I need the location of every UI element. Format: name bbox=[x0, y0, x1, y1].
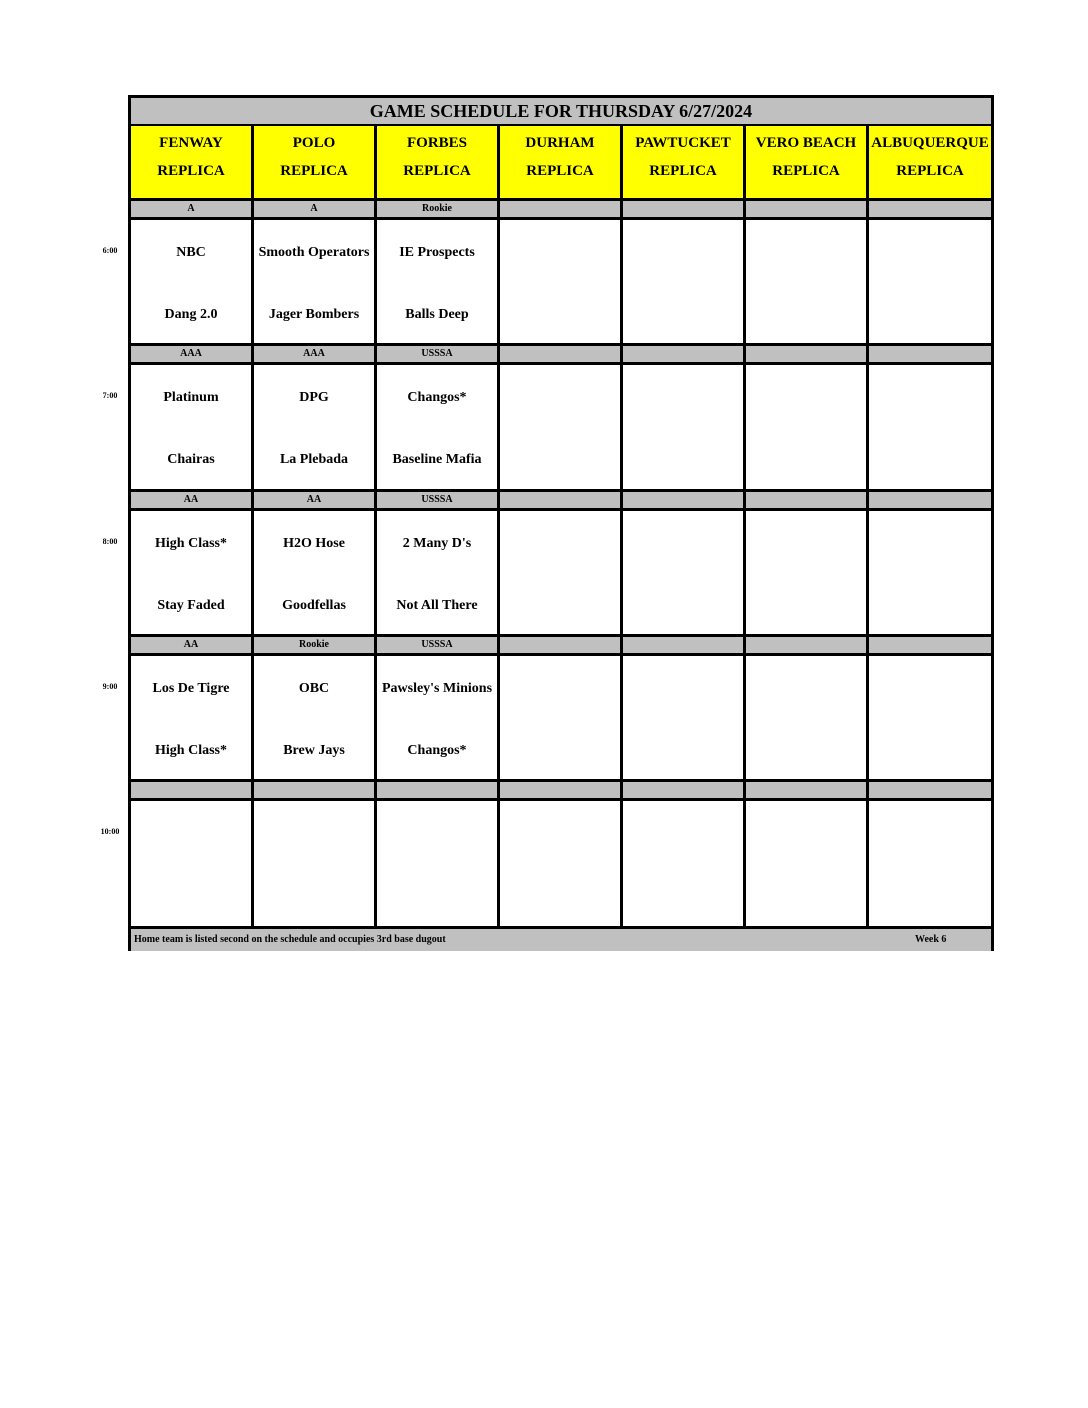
home-team bbox=[869, 595, 991, 617]
division-label bbox=[746, 201, 869, 217]
away-team bbox=[869, 525, 991, 561]
home-team bbox=[869, 304, 991, 326]
home-team bbox=[869, 740, 991, 762]
division-label: AAA bbox=[254, 346, 377, 362]
schedule-sheet bbox=[128, 95, 994, 951]
game-cell bbox=[623, 511, 746, 636]
away-team bbox=[623, 379, 743, 415]
field-name: FENWAY bbox=[159, 135, 223, 151]
division-label bbox=[500, 492, 623, 508]
game-row bbox=[131, 220, 991, 345]
division-label: A bbox=[131, 201, 254, 217]
game-cell bbox=[131, 656, 254, 781]
home-team: High Class* bbox=[155, 743, 227, 758]
game-cell bbox=[131, 220, 254, 345]
game-cell bbox=[377, 511, 500, 636]
field-header bbox=[500, 126, 623, 198]
game-cell bbox=[377, 801, 500, 926]
division-label bbox=[746, 346, 869, 362]
home-team bbox=[746, 595, 866, 617]
home-team bbox=[623, 885, 743, 907]
game-cell bbox=[131, 801, 254, 926]
home-team bbox=[869, 449, 991, 471]
home-team: Stay Faded bbox=[157, 598, 225, 613]
field-subtitle: REPLICA bbox=[403, 163, 471, 179]
division-band bbox=[131, 779, 991, 801]
game-cell bbox=[500, 511, 623, 636]
division-label bbox=[131, 782, 254, 798]
division-label: AA bbox=[131, 492, 254, 508]
game-cell bbox=[623, 365, 746, 490]
time-label: 8:00 bbox=[102, 537, 118, 546]
game-cell bbox=[869, 656, 991, 781]
division-label: USSSA bbox=[377, 346, 500, 362]
away-team bbox=[131, 815, 251, 851]
home-team: Not All There bbox=[396, 598, 478, 613]
away-team: H2O Hose bbox=[283, 535, 345, 551]
game-row bbox=[131, 511, 991, 636]
away-team bbox=[254, 815, 374, 851]
away-team: Changos* bbox=[407, 389, 467, 405]
field-subtitle: REPLICA bbox=[526, 163, 594, 179]
time-label: 9:00 bbox=[102, 682, 118, 691]
division-label bbox=[500, 346, 623, 362]
away-team: High Class* bbox=[155, 535, 227, 551]
game-cell bbox=[377, 656, 500, 781]
division-label: USSSA bbox=[377, 637, 500, 653]
field-header bbox=[746, 126, 869, 198]
week-label: Week 6 bbox=[915, 934, 947, 945]
schedule-title: GAME SCHEDULE FOR THURSDAY 6/27/2024 bbox=[131, 98, 991, 126]
game-cell bbox=[131, 365, 254, 490]
home-team bbox=[746, 885, 866, 907]
away-team: OBC bbox=[298, 680, 330, 696]
home-team bbox=[623, 449, 743, 471]
time-label: 10:00 bbox=[100, 827, 120, 836]
game-cell bbox=[746, 365, 869, 490]
field-name: ALBUQUERQUE bbox=[871, 135, 989, 151]
division-label bbox=[623, 782, 746, 798]
field-subtitle: REPLICA bbox=[772, 163, 840, 179]
home-team bbox=[623, 740, 743, 762]
division-label bbox=[500, 201, 623, 217]
division-label bbox=[500, 782, 623, 798]
home-team: Dang 2.0 bbox=[164, 307, 218, 322]
time-label: 6:00 bbox=[102, 246, 118, 255]
field-header bbox=[254, 126, 377, 198]
game-cell bbox=[623, 656, 746, 781]
division-label: A bbox=[254, 201, 377, 217]
division-label bbox=[746, 782, 869, 798]
game-cell bbox=[377, 220, 500, 345]
field-subtitle: REPLICA bbox=[649, 163, 717, 179]
division-label bbox=[254, 782, 377, 798]
away-team bbox=[623, 525, 743, 561]
division-label bbox=[377, 782, 500, 798]
home-team bbox=[623, 595, 743, 617]
division-label bbox=[746, 637, 869, 653]
away-team: DPG bbox=[299, 389, 329, 405]
away-team: NBC bbox=[176, 244, 206, 260]
game-cell bbox=[869, 511, 991, 636]
home-team bbox=[254, 885, 374, 907]
game-cell bbox=[377, 365, 500, 490]
game-cell bbox=[869, 801, 991, 926]
division-label bbox=[623, 201, 746, 217]
division-label bbox=[869, 492, 991, 508]
game-cell bbox=[131, 511, 254, 636]
away-team bbox=[746, 815, 866, 851]
field-subtitle: REPLICA bbox=[157, 163, 225, 179]
away-team bbox=[869, 379, 991, 415]
home-team bbox=[746, 304, 866, 326]
home-team: Jager Bombers bbox=[268, 307, 360, 322]
game-cell bbox=[746, 656, 869, 781]
away-team bbox=[623, 670, 743, 706]
field-header bbox=[377, 126, 500, 198]
home-team: Goodfellas bbox=[282, 598, 346, 613]
division-label bbox=[623, 492, 746, 508]
home-team: Brew Jays bbox=[283, 743, 345, 758]
home-team: La Plebada bbox=[279, 452, 349, 467]
away-team: 2 Many D's bbox=[402, 535, 472, 551]
away-team bbox=[746, 670, 866, 706]
footer-note: Home team is listed second on the schedule and occupies 3rd base dugout bbox=[134, 934, 446, 945]
game-cell bbox=[254, 656, 377, 781]
game-cell bbox=[500, 365, 623, 490]
field-subtitle: REPLICA bbox=[280, 163, 348, 179]
game-row bbox=[131, 801, 991, 926]
field-name: PAWTUCKET bbox=[635, 135, 731, 151]
field-header bbox=[869, 126, 991, 198]
game-cell bbox=[746, 220, 869, 345]
game-row bbox=[131, 365, 991, 490]
home-team bbox=[500, 595, 620, 617]
home-team: Baseline Mafia bbox=[392, 452, 482, 467]
away-team bbox=[869, 670, 991, 706]
away-team bbox=[623, 815, 743, 851]
away-team: Los De Tigre bbox=[152, 680, 230, 696]
home-team bbox=[131, 885, 251, 907]
away-team bbox=[746, 525, 866, 561]
division-label bbox=[746, 492, 869, 508]
field-name: DURHAM bbox=[525, 135, 595, 151]
field-header bbox=[623, 126, 746, 198]
away-team bbox=[500, 234, 620, 270]
home-team bbox=[500, 885, 620, 907]
game-cell bbox=[623, 220, 746, 345]
away-team bbox=[623, 234, 743, 270]
field-subtitle: REPLICA bbox=[896, 163, 964, 179]
field-name: FORBES bbox=[406, 135, 467, 151]
away-team bbox=[500, 525, 620, 561]
away-team: Pawsley's Minions bbox=[381, 680, 493, 696]
away-team: Platinum bbox=[163, 389, 219, 405]
home-team: Changos* bbox=[407, 743, 467, 758]
away-team bbox=[377, 815, 497, 851]
division-label bbox=[869, 782, 991, 798]
division-label bbox=[623, 637, 746, 653]
home-team bbox=[500, 449, 620, 471]
home-team: Chairas bbox=[167, 452, 215, 467]
game-cell bbox=[254, 801, 377, 926]
home-team: Balls Deep bbox=[405, 307, 469, 322]
game-cell bbox=[869, 365, 991, 490]
division-label bbox=[869, 637, 991, 653]
field-name: POLO bbox=[292, 135, 336, 151]
division-label: Rookie bbox=[377, 201, 500, 217]
away-team bbox=[746, 234, 866, 270]
game-row bbox=[131, 656, 991, 781]
home-team bbox=[500, 304, 620, 326]
game-cell bbox=[746, 511, 869, 636]
game-cell bbox=[254, 511, 377, 636]
division-label: Rookie bbox=[254, 637, 377, 653]
time-label: 7:00 bbox=[102, 391, 118, 400]
field-name: VERO BEACH bbox=[755, 135, 857, 151]
home-team bbox=[869, 885, 991, 907]
division-label: USSSA bbox=[377, 492, 500, 508]
game-cell bbox=[746, 801, 869, 926]
game-cell bbox=[254, 220, 377, 345]
division-label bbox=[500, 637, 623, 653]
division-band bbox=[131, 198, 991, 220]
division-label bbox=[869, 346, 991, 362]
division-label: AA bbox=[131, 637, 254, 653]
division-band bbox=[131, 634, 991, 656]
game-cell bbox=[500, 220, 623, 345]
away-team bbox=[746, 379, 866, 415]
away-team bbox=[500, 815, 620, 851]
game-cell bbox=[500, 801, 623, 926]
away-team bbox=[500, 379, 620, 415]
home-team bbox=[746, 740, 866, 762]
division-band bbox=[131, 489, 991, 511]
field-header bbox=[131, 126, 254, 198]
division-label bbox=[623, 346, 746, 362]
home-team bbox=[746, 449, 866, 471]
division-label: AAA bbox=[131, 346, 254, 362]
division-band bbox=[131, 343, 991, 365]
away-team bbox=[500, 670, 620, 706]
game-cell bbox=[869, 220, 991, 345]
division-label: AA bbox=[254, 492, 377, 508]
home-team bbox=[377, 885, 497, 907]
game-cell bbox=[254, 365, 377, 490]
away-team: Smooth Operators bbox=[258, 244, 370, 260]
division-label bbox=[869, 201, 991, 217]
game-cell bbox=[500, 656, 623, 781]
home-team bbox=[500, 740, 620, 762]
away-team bbox=[869, 234, 991, 270]
home-team bbox=[623, 304, 743, 326]
game-cell bbox=[623, 801, 746, 926]
away-team: IE Prospects bbox=[399, 244, 475, 260]
schedule-footer bbox=[131, 926, 991, 951]
away-team bbox=[869, 815, 991, 851]
